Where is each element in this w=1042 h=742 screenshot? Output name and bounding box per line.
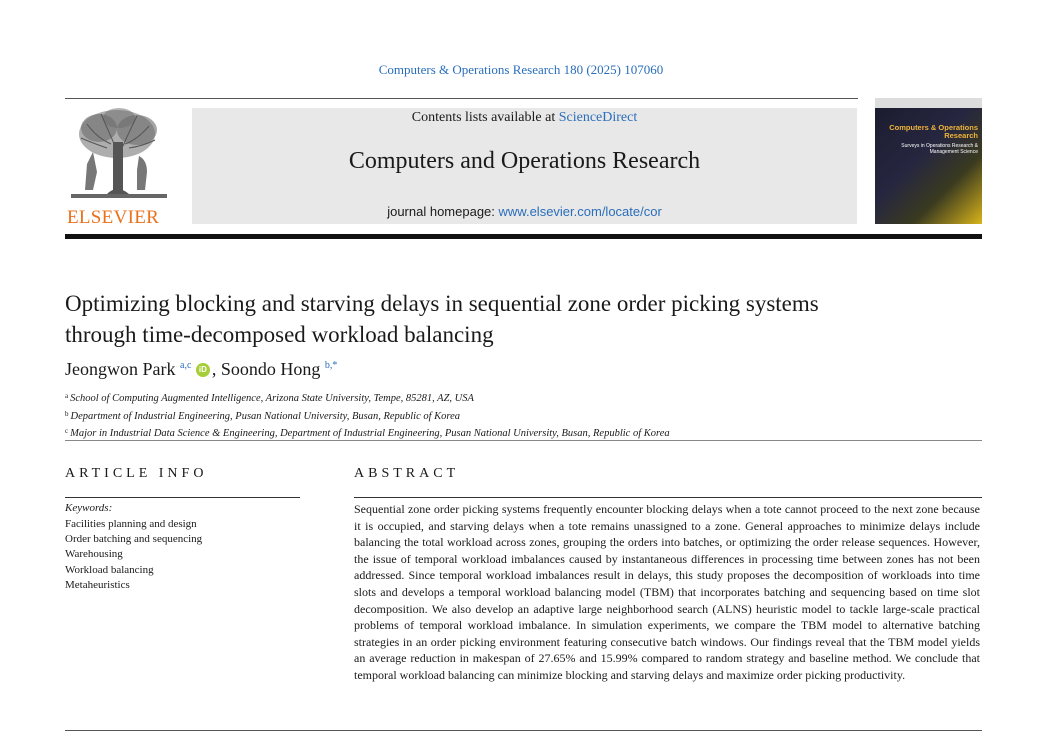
publisher-logo[interactable] [65, 104, 175, 226]
sciencedirect-link[interactable]: ScienceDirect [558, 110, 638, 125]
author-affil-marker[interactable]: b,* [324, 360, 338, 371]
elsevier-wordmark: ELSEVIER [67, 207, 160, 228]
bottom-divider [65, 730, 982, 731]
affiliation-key: a [65, 392, 69, 400]
affiliations [65, 389, 670, 442]
keyword-item: Order batching and sequencing [65, 533, 203, 546]
cover-top-band [875, 98, 982, 108]
cover-subtitle: Surveys in Operations Research & Management Science [901, 143, 978, 155]
homepage-prefix: journal homepage: [387, 204, 499, 219]
affiliation-key: b [65, 409, 69, 418]
keywords-label: Keywords: [65, 502, 113, 514]
affiliation-text: Department of Industrial Engineering, Pusan National University, Busan, Republic of Korea [70, 410, 461, 422]
contents-prefix: Contents lists available at [411, 110, 559, 125]
author-name[interactable]: Soondo Hong [220, 359, 321, 379]
contents-line [192, 110, 857, 126]
keyword-item: Facilities planning and design [65, 518, 197, 530]
journal-banner [192, 108, 857, 224]
affiliation-item [65, 424, 670, 442]
keywords-list [65, 517, 202, 593]
keyword-item: Warehousing [65, 548, 123, 561]
author-affil-marker[interactable]: a,c [180, 360, 192, 371]
journal-cover[interactable] [875, 98, 982, 224]
cover-title: Computers & Operations Research [889, 123, 978, 140]
journal-title: Computers and Operations Research [348, 148, 701, 174]
top-divider [65, 98, 858, 99]
homepage-line [192, 204, 857, 219]
author-separator: , [211, 359, 221, 379]
author-name[interactable]: Jeongwon Park [65, 359, 176, 379]
paper-title: Optimizing blocking and starving delays in sequential zone order picking systems through time-decomposed workload balancing [65, 291, 819, 347]
journal-reference[interactable]: Computers & Operations Research 180 (2025) 107060 [378, 62, 664, 77]
article-info-rule [65, 497, 300, 498]
abstract-text: Sequential zone order picking systems frequently encounter blocking delays when a tote cannot proceed to the next zone because it is occupied, and starving delays when a tote remains unassigned to a zone. General approaches to minimize delays include balancing the total workload across zones, grouping the orders into batches, or optimizing the order release sequences. However, the issue of temporal workload imbalances caused by instantaneous differences in processing time between zones has not been addressed. Since temporal workload imbalances result in delays, this study proposes the decomposition of workloads into time slots and develops a temporal workload balancing model (TBM) that incorporates batching and sequencing based on time slot decomposition. We also develop an adaptive large neighborhood search (ALNS) heuristic model to tackle large-scale practical problems of temporal workload imbalance. In simulation experiments, we compare the TBM model to alternative batching strategies in an order picking environment featuring consecutive batch windows. Our findings reveal that the TBM model yields an average reduction in makespan of 27.65% and 15.99% compared to random strategy and baseline method. We conclude that temporal workload balancing can minimize blocking and starving delays and maximize order picking productivity. [354, 502, 980, 682]
section-divider [65, 440, 982, 441]
abstract-rule [354, 497, 982, 498]
orcid-icon[interactable]: iD [196, 363, 210, 377]
article-info-heading: ARTICLE INFO [65, 466, 208, 481]
header-divider [65, 234, 982, 239]
affiliation-item [65, 389, 670, 407]
abstract-heading: ABSTRACT [354, 466, 460, 481]
affiliation-text: Major in Industrial Data Science & Engineering, Department of Industrial Engineering, Pusan National University, Busan, Republic of Korea [70, 428, 670, 439]
tree-engraving-icon [67, 104, 171, 204]
homepage-link[interactable]: www.elsevier.com/locate/cor [498, 204, 662, 219]
affiliation-item [65, 407, 670, 425]
affiliation-text: School of Computing Augmented Intelligence, Arizona State University, Tempe, 85281, AZ, USA [70, 393, 474, 404]
author-list [65, 359, 337, 380]
affiliation-key: c [65, 427, 69, 435]
keyword-item: Metaheuristics [65, 578, 130, 591]
keyword-item: Workload balancing [65, 563, 154, 576]
